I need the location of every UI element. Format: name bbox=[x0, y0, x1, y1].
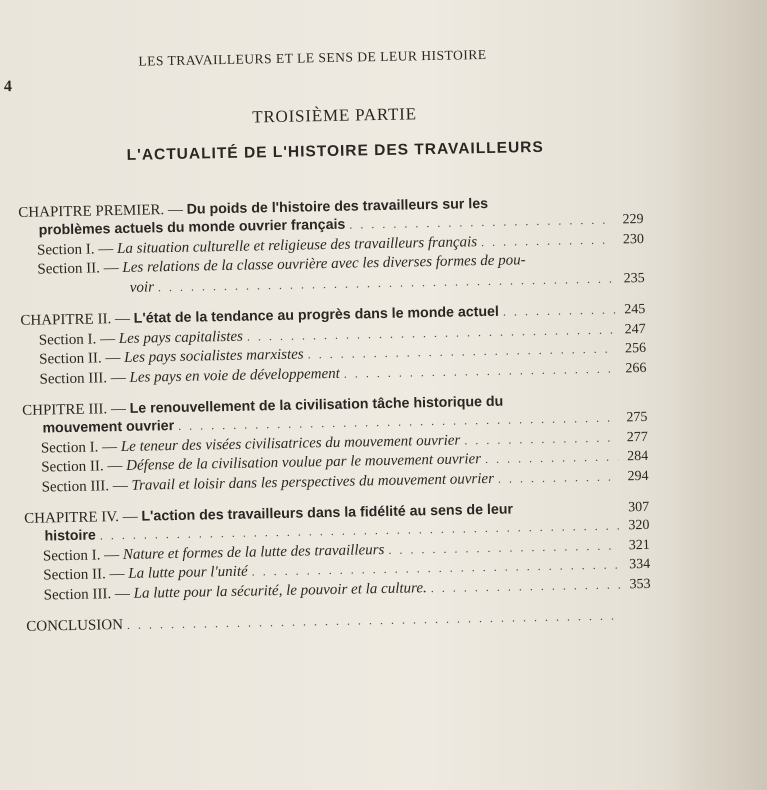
part-title: TROISIÈME PARTIE bbox=[252, 104, 418, 127]
page-reference: 284 bbox=[627, 448, 649, 465]
section-label: Section I. — bbox=[42, 546, 120, 565]
section-label: Section I. — bbox=[40, 438, 118, 457]
chapter-4-entry bbox=[24, 498, 651, 606]
section-title: La situation culturelle et religieuse des travailleurs français bbox=[116, 233, 478, 257]
section-label: Section III. — bbox=[39, 369, 126, 388]
section-label: Section II. — bbox=[41, 457, 123, 476]
conclusion-label: CONCLUSION bbox=[26, 617, 124, 635]
dot-leader bbox=[498, 467, 619, 489]
page-reference: 266 bbox=[625, 360, 647, 376]
conclusion-line bbox=[26, 606, 651, 637]
page-reference: 334 bbox=[629, 556, 651, 573]
chapter-2-entry bbox=[20, 300, 646, 390]
table-of-contents bbox=[18, 192, 651, 649]
page-reference: 320 bbox=[628, 517, 650, 534]
conclusion-entry bbox=[26, 606, 651, 637]
chapter-title-continued: problèmes actuels du monde ouvrier français bbox=[38, 216, 346, 239]
section-label: Section III. — bbox=[41, 477, 128, 496]
dot-leader bbox=[344, 359, 617, 384]
chapter-title: Le renouvellement de la civilisation tâche historique du bbox=[129, 393, 504, 417]
section-title: Travail et loisir dans les perspectives du mouvement ouvrier bbox=[131, 470, 495, 494]
section-label: Section II. — bbox=[43, 565, 125, 584]
dot-leader bbox=[431, 575, 621, 598]
part-subtitle: L'ACTUALITÉ DE L'HISTOIRE DES TRAVAILLEURS bbox=[126, 138, 544, 164]
section-title-continued: voir bbox=[129, 278, 155, 296]
page-reference: 247 bbox=[624, 321, 646, 337]
chapter-label: CHAPITRE PREMIER. — bbox=[18, 201, 184, 221]
chapter-title: L'action des travailleurs dans la fidélité au sens de leur bbox=[141, 501, 514, 525]
page-reference: 275 bbox=[626, 409, 648, 426]
dot-leader bbox=[503, 301, 616, 323]
section-title: La lutte pour la sécurité, le pouvoir et la culture. bbox=[133, 579, 427, 602]
section-title: La lutte pour l'unité bbox=[128, 563, 248, 582]
page-reference: 277 bbox=[626, 429, 648, 445]
chapter-1-entry bbox=[18, 192, 645, 300]
chapter-label: CHAPITRE II. — bbox=[20, 310, 131, 329]
chapter-title: L'état de la tendance au progrès dans le monde actuel bbox=[133, 303, 500, 327]
running-head: LES TRAVAILLEURS ET LE SENS DE LEUR HISTOIRE bbox=[138, 46, 487, 69]
section-title: Nature et formes de la lutte des travailleurs bbox=[122, 541, 385, 563]
chapter-3-entry bbox=[22, 390, 649, 498]
section-label: Section III. — bbox=[43, 585, 131, 604]
section-title: Le teneur des visées civilisatrices du mouvement ouvrier bbox=[120, 432, 461, 455]
chapter-title-continued: histoire bbox=[44, 527, 96, 545]
page-reference: 256 bbox=[624, 340, 647, 357]
page-reference: 230 bbox=[622, 231, 645, 247]
page-reference: 245 bbox=[624, 301, 646, 318]
section-label: Section II. — bbox=[39, 350, 121, 368]
spacer bbox=[513, 511, 623, 513]
chapter-title: Du poids de l'histoire des travailleurs sur les bbox=[186, 195, 489, 218]
section-title: Les pays en voie de développement bbox=[129, 365, 340, 386]
spacer bbox=[503, 403, 647, 406]
section-label: Section I. — bbox=[38, 330, 116, 349]
section-label: Section II. — bbox=[37, 260, 119, 278]
section-title: Défense de la civilisation voulue par le mouvement ouvrier bbox=[126, 451, 482, 474]
spacer bbox=[526, 262, 645, 264]
dot-leader bbox=[485, 447, 618, 469]
page-reference: 307 bbox=[627, 499, 650, 516]
section-title: Les pays capitalistes bbox=[118, 328, 244, 347]
page-reference: 229 bbox=[622, 211, 644, 228]
page-reference: 353 bbox=[629, 576, 651, 592]
section-title: Les pays socialistes marxistes bbox=[123, 346, 304, 366]
section-title: Les relations de la classe ouvrière avec les diverses formes de pou- bbox=[122, 252, 526, 276]
dot-leader bbox=[127, 606, 622, 635]
page-number: 4 bbox=[3, 78, 13, 96]
page-reference: 294 bbox=[627, 468, 649, 484]
section-label: Section I. — bbox=[36, 240, 114, 259]
dot-leader bbox=[481, 230, 614, 252]
page-reference: 235 bbox=[623, 270, 645, 286]
page-reference: 321 bbox=[628, 537, 650, 553]
chapter-label: CHAPITRE IV. — bbox=[24, 508, 138, 527]
chapter-title-continued: mouvement ouvrier bbox=[42, 417, 175, 437]
chapter-label: CHPITRE III. — bbox=[21, 400, 127, 419]
